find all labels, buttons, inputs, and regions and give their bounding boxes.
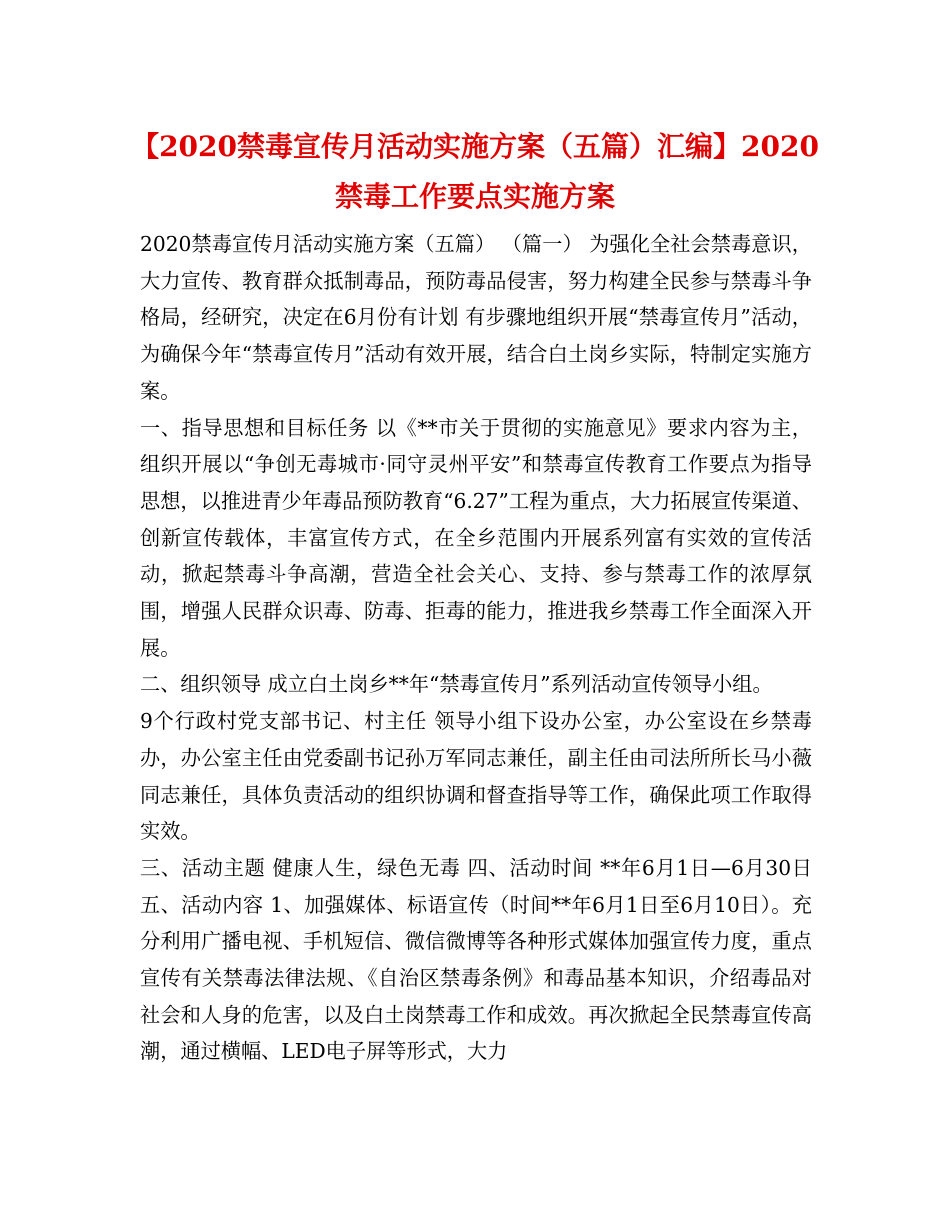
document-title: 【2020禁毒宣传月活动实施方案（五篇）汇编】2020禁毒工作要点实施方案 xyxy=(131,130,819,213)
paragraph-guiding-ideology: 一、指导思想和目标任务 以《**市关于贯彻的实施意见》要求内容为主，组织开展以“争创无毒城市·同守灵州平安”和禁毒宣传教育工作要点为指导思想，以推进青少年毒品预防教育“6.27”工程为重点，大力拓展宣传渠道、创新宣传载体，丰富宣传方式，在全乡范围内开展系列富有实效的宣传活动，掀起禁毒斗争高潮，营造全社会关心、支持、参与禁毒工作的浓厚氛围，增强人民群众识毒、防毒、拒毒的能力，推进我乡禁毒工作全面深入开展。 xyxy=(140,415,812,660)
paragraph-intro: 2020禁毒宣传月活动实施方案（五篇） （篇一） 为强化全社会禁毒意识，大力宣传、教育群众抵制毒品，预防毒品侵害，努力构建全民参与禁毒斗争格局，经研究，决定在6月份有计划 有步骤地组织开展“禁毒宣传月”活动，为确保今年“禁毒宣传月”活动有效开展，结合白土岗乡实际，特制定实施方案。 xyxy=(140,232,812,403)
paragraph-organization: 二、组织领导 成立白土岗乡**年“禁毒宣传月”系列活动宣传领导小组。 xyxy=(140,672,773,697)
paragraph-activities: 三、活动主题 健康人生，绿色无毒 四、活动时间 **年6月1日—6月30日 五、活动内容 1、加强媒体、标语宣传（时间**年6月1日至6月10日）。充分利用广播电视、手机短信、微信微博等各种形式媒体加强宣传力度，重点宣传有关禁毒法律法规、《自治区禁毒条例》和毒品基本知识，介绍毒品对社会和人身的危害，以及白土岗禁毒工作和成效。再次掀起全民禁毒宣传高潮，通过横幅、LED电子屏等形式，大力 xyxy=(140,855,812,1064)
document-body xyxy=(140,226,812,1070)
paragraph-office: 9个行政村党支部书记、村主任 领导小组下设办公室，办公室设在乡禁毒办，办公室主任由党委副书记孙万军同志兼任，副主任由司法所所长马小薇同志兼任，具体负责活动的组织协调和督查指导等工作，确保此项工作取得实效。 xyxy=(140,709,812,844)
